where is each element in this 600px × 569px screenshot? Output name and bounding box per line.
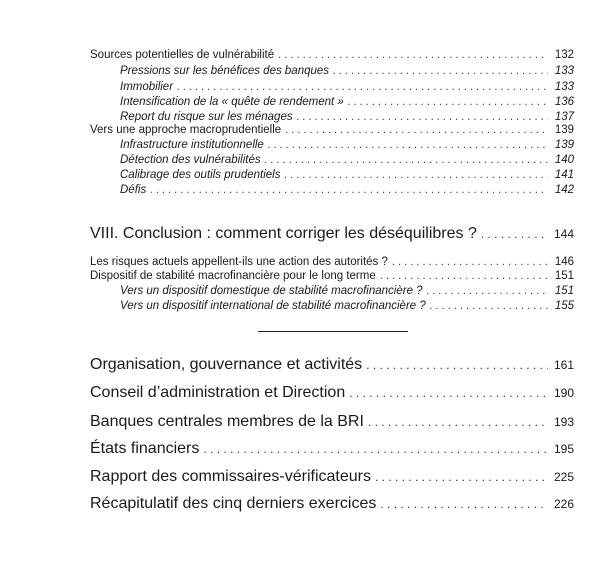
toc-annex-page: 225 <box>553 470 574 484</box>
toc-annex-page: 161 <box>553 358 574 372</box>
toc-annex-label: Récapitulatif des cinq derniers exercices <box>90 495 377 512</box>
toc-entry-label: Infrastructure institutionnelle <box>120 139 264 151</box>
toc-entry-page: 151 <box>554 285 574 297</box>
toc-entry[interactable] <box>120 169 574 181</box>
toc-entry-label: Vers un dispositif international de stabilité macrofinancière ? <box>120 300 426 312</box>
toc-annex-page: 226 <box>553 497 574 511</box>
toc-entry-label: Dispositif de stabilité macrofinancière pour le long terme <box>90 270 376 282</box>
toc-chapter-entry[interactable] <box>90 225 574 243</box>
dot-leader <box>177 81 548 93</box>
toc-entry-page: 139 <box>554 124 574 136</box>
toc-annex-entry[interactable] <box>90 440 574 458</box>
dot-leader <box>297 111 548 123</box>
toc-entry-page: 141 <box>554 169 574 181</box>
toc-annex-label: États financiers <box>90 440 200 457</box>
toc-annex-label: Conseil d’administration et Direction <box>90 384 346 401</box>
toc-annex-page: 195 <box>553 442 574 456</box>
toc-entry-page: 133 <box>554 65 574 77</box>
toc-entry-label: Immobilier <box>120 81 174 93</box>
toc-entry[interactable] <box>120 81 574 93</box>
toc-annex-label: Banques centrales membres de la BRI <box>90 413 364 430</box>
toc-entry-label: Sources potentielles de vulnérabilité <box>90 49 275 61</box>
toc-annex-entry[interactable] <box>90 356 574 374</box>
dot-leader <box>366 358 548 372</box>
toc-entry-label: Pressions sur les bénéfices des banques <box>120 65 330 77</box>
toc-annex-page: 193 <box>553 415 574 429</box>
toc-entry[interactable] <box>120 154 574 166</box>
toc-annex-label: Organisation, gouvernance et activités <box>90 356 363 373</box>
toc-entry-label: Intensification de la « quête de rendement » <box>120 96 344 108</box>
toc-annex-entry[interactable] <box>90 413 574 431</box>
toc-entry[interactable] <box>90 270 574 282</box>
dot-leader <box>265 154 548 166</box>
dot-leader <box>150 184 548 196</box>
dot-leader <box>380 497 548 511</box>
toc-entry-label: Calibrage des outils prudentiels <box>120 169 281 181</box>
toc-entry[interactable] <box>120 139 574 151</box>
toc-entry-page: 146 <box>554 256 574 268</box>
dot-leader <box>427 285 548 297</box>
toc-entry-label: Détection des vulnérabilités <box>120 154 261 166</box>
dot-leader <box>348 96 548 108</box>
section-divider <box>258 331 408 332</box>
toc-entry-page: 155 <box>554 300 574 312</box>
dot-leader <box>375 470 548 484</box>
toc-entry[interactable] <box>120 184 574 196</box>
toc-entry-page: 137 <box>554 111 574 123</box>
toc-annex-entry[interactable] <box>90 384 574 402</box>
toc-annex-label: Rapport des commissaires-vérificateurs <box>90 468 371 485</box>
toc-entry-page: 151 <box>554 270 574 282</box>
dot-leader <box>278 49 548 61</box>
dot-leader <box>392 256 548 268</box>
dot-leader <box>380 270 548 282</box>
toc-chapter-page: 144 <box>553 227 574 241</box>
toc-entry[interactable] <box>120 285 574 297</box>
toc-entry-page: 136 <box>554 96 574 108</box>
toc-entry[interactable] <box>90 256 574 268</box>
dot-leader <box>481 227 548 241</box>
toc-entry-page: 133 <box>554 81 574 93</box>
toc-entry-label: Report du risque sur les ménages <box>120 111 293 123</box>
toc-entry-page: 139 <box>554 139 574 151</box>
toc-annex-entry[interactable] <box>90 495 574 513</box>
toc-entry-page: 140 <box>554 154 574 166</box>
toc-entry-label: Vers une approche macroprudentielle <box>90 124 282 136</box>
toc-entry-page: 132 <box>554 49 574 61</box>
toc-entry[interactable] <box>90 124 574 136</box>
toc-entry[interactable] <box>120 65 574 77</box>
toc-entry[interactable] <box>120 111 574 123</box>
toc-annex-entry[interactable] <box>90 468 574 486</box>
toc-annex-page: 190 <box>553 386 574 400</box>
toc-entry[interactable] <box>120 96 574 108</box>
dot-leader <box>284 169 548 181</box>
toc-entry[interactable] <box>90 49 574 61</box>
toc-chapter-label: VIII. Conclusion : comment corriger les déséquilibres ? <box>90 225 477 242</box>
toc-entry-label: Vers un dispositif domestique de stabilité macrofinancière ? <box>120 285 423 297</box>
dot-leader <box>430 300 548 312</box>
dot-leader <box>333 65 548 77</box>
toc-entry-page: 142 <box>554 184 574 196</box>
toc-entry-label: Les risques actuels appellent-ils une action des autorités ? <box>90 256 388 268</box>
dot-leader <box>368 415 548 429</box>
dot-leader <box>203 442 548 456</box>
dot-leader <box>268 139 548 151</box>
dot-leader <box>349 386 548 400</box>
toc-entry[interactable] <box>120 300 574 312</box>
dot-leader <box>285 124 548 136</box>
toc-entry-label: Défis <box>120 184 147 196</box>
